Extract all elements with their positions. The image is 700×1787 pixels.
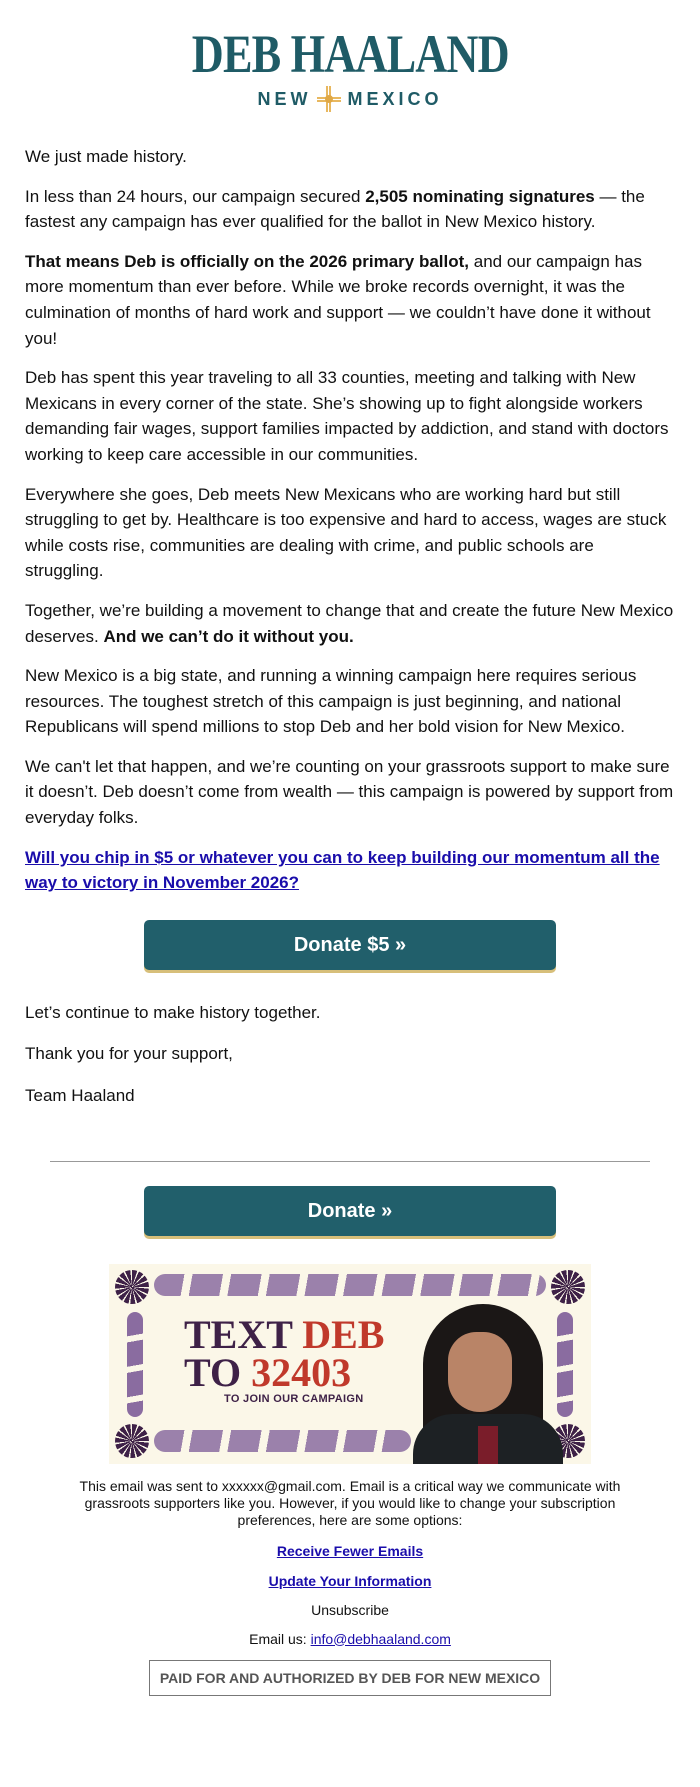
logo-title: DEB HAALAND <box>191 24 509 84</box>
receive-fewer-emails-link[interactable]: Receive Fewer Emails <box>276 1542 424 1559</box>
chili-border-top <box>154 1274 546 1296</box>
paragraph: Deb has spent this year traveling to all 33 counties, meeting and talking with New Mexicans in every corner of the state. She’s showing up to fight alongside workers demanding fair wages, support families impacted by addiction, and stand with doctors working to keep care accessible in our communities. <box>25 368 669 464</box>
banner-subtitle: TO JOIN OUR CAMPAIGN <box>224 1392 364 1405</box>
text: Together, we’re building a movement to change that and create the future New Mexico deserves. <box>25 600 674 646</box>
banner-line1: TEXT <box>184 1311 303 1357</box>
text: In less than 24 hours, our campaign secured <box>25 186 366 206</box>
paragraph: We can't let that happen, and we’re counting on your grassroots support to make sure it doesn’t. Deb doesn’t come from wealth — this campaign is powered by support from everyday folks. <box>25 756 674 828</box>
unsubscribe-link[interactable]: Unsubscribe <box>311 1601 389 1618</box>
paragraph <box>25 249 675 351</box>
logo-sub-left: NEW <box>257 88 312 109</box>
chili-border-left <box>127 1312 143 1417</box>
donate-5-button[interactable]: Donate $5 » <box>144 920 556 970</box>
logo-subtitle <box>0 86 700 112</box>
email-footer <box>0 1478 700 1696</box>
email-us-label: Email us: <box>249 1630 311 1647</box>
paragraph <box>25 598 675 649</box>
banner-shortcode: 32403 <box>251 1349 352 1395</box>
text: — the fastest any campaign has ever qualified for the ballot in New Mexico history. <box>25 186 645 232</box>
donate-button[interactable]: Donate » <box>144 1186 556 1236</box>
bold-text: And we can’t do it without you. <box>103 626 354 646</box>
paragraph: We just made history. <box>25 147 187 166</box>
bold-text: That means Deb is officially on the 2026 primary ballot, <box>25 251 470 271</box>
footer-notice: This email was sent to xxxxxx@gmail.com. Email is a critical way we communicate with grassroots supporters like you. However, if you would like to change your subscription preferences, here are some options: <box>79 1477 621 1528</box>
logo-sub-right: MEXICO <box>347 88 443 109</box>
donate-cta-link[interactable]: Will you chip in $5 or whatever you can to keep building our momentum all the way to victory in November 2026? <box>25 847 660 893</box>
flower-icon <box>115 1424 149 1458</box>
email-body <box>0 124 700 1109</box>
candidate-portrait <box>413 1304 563 1464</box>
contact-email-link[interactable]: info@debhaaland.com <box>310 1630 451 1647</box>
paragraph: New Mexico is a big state, and running a winning campaign here requires serious resources. The toughest stretch of this campaign is just beginning, and national Republicans will spend millions to stop Deb and her bold vision for New Mexico. <box>25 666 637 737</box>
flower-icon <box>551 1270 585 1304</box>
campaign-logo <box>0 0 700 124</box>
paragraph: Thank you for your support, <box>25 1044 233 1064</box>
banner-text <box>184 1311 385 1406</box>
paragraph: Let’s continue to make history together. <box>25 1002 321 1022</box>
banner-line2: TO <box>184 1349 252 1395</box>
flower-icon <box>115 1270 149 1304</box>
signature: Team Haaland <box>25 1086 135 1106</box>
banner-deb: DEB <box>302 1311 385 1357</box>
chili-border-bottom <box>154 1430 411 1452</box>
zia-sun-icon <box>317 86 341 112</box>
update-information-link[interactable]: Update Your Information <box>268 1572 432 1589</box>
paid-for-disclaimer: PAID FOR AND AUTHORIZED BY DEB FOR NEW MEXICO <box>149 1660 551 1696</box>
paragraph: Everywhere she goes, Deb meets New Mexicans who are working hard but still struggling to get by. Healthcare is too expensive and hard to access, wages are stuck while costs rise, communities are dealing with crime, and public schools are struggling. <box>25 484 667 581</box>
text-deb-banner[interactable] <box>109 1264 591 1464</box>
bold-text: 2,505 nominating signatures <box>365 186 595 206</box>
text: and our campaign has more momentum than ever before. While we broke records overnight, it was the culmination of months of hard work and support — we couldn’t have done it without you! <box>25 251 651 348</box>
paragraph <box>25 184 675 235</box>
